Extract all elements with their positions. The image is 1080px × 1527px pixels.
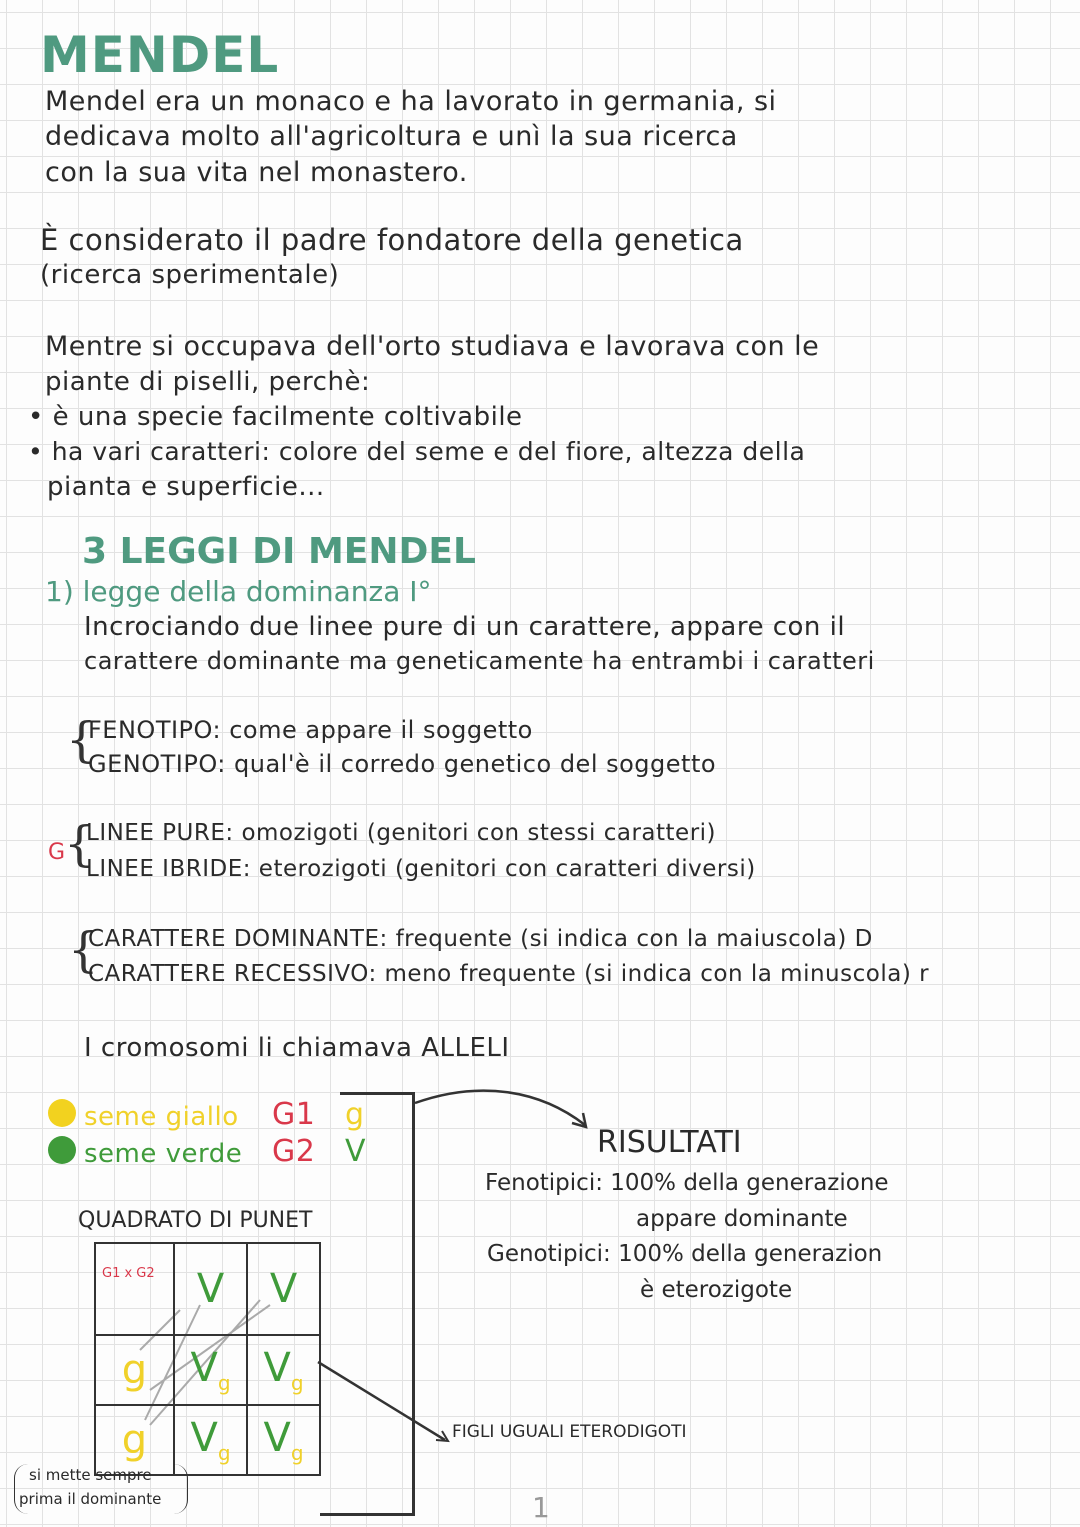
cell-dominant: V xyxy=(263,1415,291,1461)
intro-line: Mendel era un monaco e ha lavorato in germania, si xyxy=(45,86,777,117)
punnett-col-header: V xyxy=(174,1243,247,1335)
results-genotipici-cont: è eterozigote xyxy=(640,1277,793,1303)
father-note: (ricerca sperimentale) xyxy=(40,260,340,290)
figli-label: FIGLI UGUALI ETERODIGOTI xyxy=(452,1422,687,1442)
linee-pure-def: LINEE PURE: omozigoti (genitori con stessi caratteri) xyxy=(86,820,717,846)
laws-heading: 3 LEGGI DI MENDEL xyxy=(82,531,476,572)
arrow-to-figli-icon xyxy=(318,1362,445,1440)
cell-recessive: g xyxy=(217,1371,231,1395)
cell-recessive: g xyxy=(290,1371,304,1395)
brace-icon: { xyxy=(64,816,95,872)
alleli-line: I cromosomi li chiamava ALLELI xyxy=(84,1033,510,1063)
page-number: 1 xyxy=(532,1491,550,1524)
bullet-text: è una specie facilmente coltivabile xyxy=(52,402,523,432)
punnett-cell xyxy=(247,1335,320,1405)
dominante-def: CARATTERE DOMINANTE: frequente (si indica con la maiuscola) D xyxy=(88,926,873,952)
g-label: G xyxy=(48,840,66,865)
page-title: MENDEL xyxy=(40,26,280,84)
law1-text: carattere dominante ma geneticamente ha entrambi i caratteri xyxy=(84,647,875,675)
punnett-cell xyxy=(174,1405,247,1475)
legend-gen: G2 xyxy=(272,1134,316,1169)
linee-ibride-def: LINEE IBRIDE: eterozigoti (genitori con caratteri diversi) xyxy=(86,856,756,882)
punnett-note xyxy=(14,1464,188,1514)
results-fenotipici: Fenotipici: 100% della generazione xyxy=(485,1170,889,1196)
father-line: È considerato il padre fondatore della genetica xyxy=(40,223,744,257)
law1-heading: 1) legge della dominanza I° xyxy=(45,575,432,608)
cell-dominant: V xyxy=(190,1345,218,1391)
bullet-item: • è una specie facilmente coltivabile xyxy=(28,402,523,432)
cell-dominant: V xyxy=(190,1415,218,1461)
results-title: RISULTATI xyxy=(597,1125,742,1160)
legend-gen: G1 xyxy=(272,1097,316,1132)
legend-label: seme verde xyxy=(84,1139,243,1169)
punnett-row-header: g xyxy=(95,1335,174,1405)
legend-label: seme giallo xyxy=(84,1102,239,1132)
peas-line: piante di piselli, perchè: xyxy=(45,367,371,397)
cell-recessive: g xyxy=(290,1441,304,1465)
genotipo-def: GENOTIPO: qual'è il corredo genetico del soggetto xyxy=(88,750,717,778)
fenotipo-def: FENOTIPO: come appare il soggetto xyxy=(88,716,533,744)
arrow-to-results-icon xyxy=(415,1091,585,1125)
legend-allele: V xyxy=(345,1134,367,1169)
brace-icon: { xyxy=(68,922,99,978)
punnett-corner: G1 x G2 xyxy=(95,1243,174,1335)
punnett-cell xyxy=(247,1405,320,1475)
note-line: si mette sempre xyxy=(29,1466,152,1484)
peas-line: Mentre si occupava dell'orto studiava e lavorava con le xyxy=(45,331,820,362)
intro-line: con la sua vita nel monastero. xyxy=(45,157,468,188)
cell-recessive: g xyxy=(217,1441,231,1465)
legend-allele: g xyxy=(345,1097,365,1132)
brace-icon: { xyxy=(66,712,97,768)
results-genotipici: Genotipici: 100% della generazion xyxy=(487,1241,883,1267)
intro-line: dedicava molto all'agricoltura e unì la sua ricerca xyxy=(45,121,738,152)
bullet-item: • ha vari caratteri: colore del seme e del fiore, altezza della xyxy=(28,437,806,466)
results-fenotipici-cont: appare dominante xyxy=(636,1206,848,1232)
cell-dominant: V xyxy=(263,1345,291,1391)
recessivo-def: CARATTERE RECESSIVO: meno frequente (si indica con la minuscola) r xyxy=(88,961,930,987)
note-line: prima il dominante xyxy=(19,1490,162,1508)
bullet-continuation: pianta e superficie... xyxy=(47,472,325,502)
punnett-square xyxy=(94,1242,321,1476)
bullet-text: ha vari caratteri: colore del seme e del fiore, altezza della xyxy=(51,437,806,466)
law1-text: Incrociando due linee pure di un carattere, appare con il xyxy=(84,612,846,642)
punnett-title: QUADRATO DI PUNET xyxy=(78,1208,313,1233)
punnett-row-header: g xyxy=(95,1405,174,1475)
punnett-cell xyxy=(174,1335,247,1405)
punnett-col-header: V xyxy=(247,1243,320,1335)
